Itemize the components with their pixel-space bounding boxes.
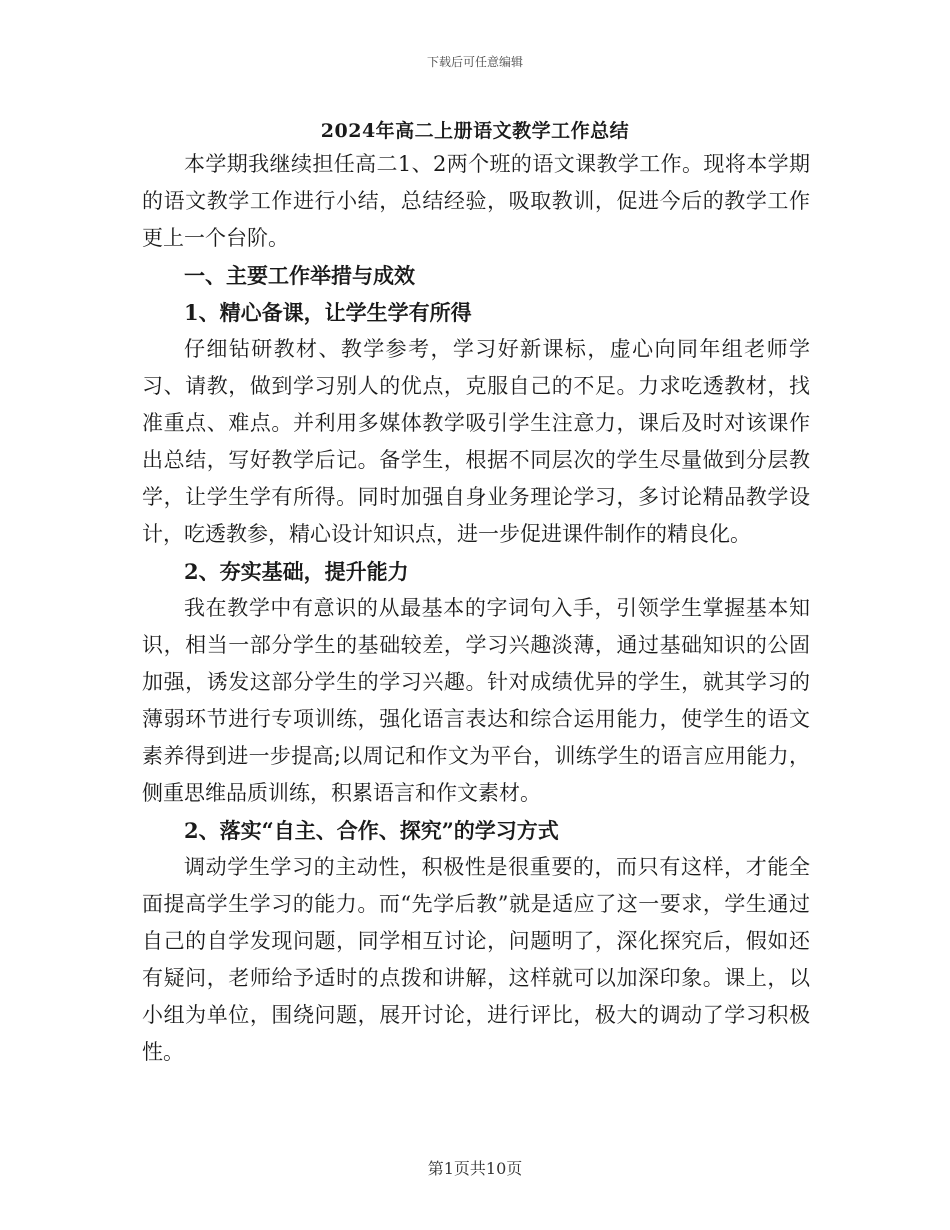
body-paragraph-1: 仔细钻研教材、教学参考，学习好新课标，虚心向同年组老师学习、请教，做到学习别人的优点，克服自己的不足。力求吃透教材，找准重点、难点。并利用多媒体教学吸引学生注意力，课后及时对该课作出总结，写好教学后记。备学生，根据不同层次的学生尽量做到分层教学，让学生学有所得。同时加强自身业务理论学习，多讨论精品教学设计，吃透教参，精心设计知识点，进一步促进课件制作的精良化。 [142, 337, 810, 546]
page-footer: 第1页共10页 [427, 1159, 523, 1178]
intro-paragraph: 本学期我继续担任高二1、2两个班的语文课教学工作。现将本学期的语文教学工作进行小结，总结经验，吸取教训，促进今后的教学工作更上一个台阶。 [142, 152, 810, 250]
document-title: 2024年高二上册语文教学工作总结 [320, 120, 630, 142]
header-note: 下载后可任意编辑 [426, 55, 523, 69]
subsection-heading-2: 2、夯实基础，提升能力 [184, 559, 409, 584]
subsection-heading-1: 1、精心备课，让学生学有所得 [184, 300, 472, 325]
document-body [142, 146, 810, 1071]
body-paragraph-2: 我在教学中有意识的从最基本的字词句入手，引领学生掌握基本知识，相当一部分学生的基础较差，学习兴趣淡薄，通过基础知识的公固加强，诱发这部分学生的学习兴趣。针对成绩优异的学生，就其学习的薄弱环节进行专项训练，强化语言表达和综合运用能力，使学生的语文素养得到进一步提高;以周记和作文为平台，训练学生的语言应用能力，侧重思维品质训练，积累语言和作文素材。 [142, 596, 810, 805]
subsection-heading-3: 2、落实“自主、合作、探究”的学习方式 [184, 818, 559, 843]
section-heading-1: 一、主要工作举措与成效 [184, 263, 415, 288]
body-paragraph-3: 调动学生学习的主动性，积极性是很重要的，而只有这样，才能全面提高学生学习的能力。而“先学后教”就是适应了这一要求，学生通过自己的自学发现问题，同学相互讨论，问题明了，深化探究后，假如还有疑问，老师给予适时的点拨和讲解，这样就可以加深印象。课上，以小组为单位，围绕问题，展开讨论，进行评比，极大的调动了学习积极性。 [142, 855, 810, 1064]
